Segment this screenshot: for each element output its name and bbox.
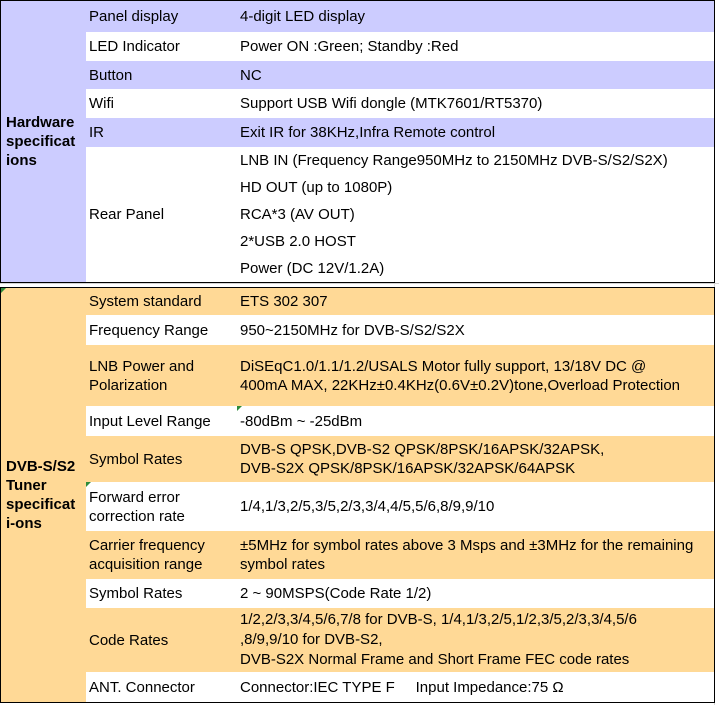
hardware-value-ir: Exit IR for 38KHz,Infra Remote control (237, 118, 715, 148)
hardware-value-wifi: Support USB Wifi dongle (MTK7601/RT5370) (237, 89, 715, 119)
tuner-label-system-standard: System standard (86, 287, 238, 316)
tuner-value-frequency-range: 950~2150MHz for DVB-S/S2/S2X (237, 315, 715, 346)
tuner-label-ant-connector: ANT. Connector (86, 672, 238, 703)
tuner-value-fec-rate: 1/4,1/3,2/5,3/5,2/3,3/4,4/5,5/6,8/9,9/10 (237, 482, 715, 532)
rear-panel-value: Power (DC 12V/1.2A) (237, 255, 715, 283)
rear-panel-value: LNB IN (Frequency Range950MHz to 2150MHz DVB-S/S2/S2X) (237, 147, 715, 175)
tuner-value-ant-connector: Connector:IEC TYPE F Input Impedance:75 Ω (237, 672, 715, 703)
hardware-label-wifi: Wifi (86, 89, 238, 119)
hardware-label-led-indicator: LED Indicator (86, 32, 238, 62)
hardware-section-title: Hardware specificat ions (0, 0, 87, 283)
hardware-label-ir: IR (86, 118, 238, 148)
hardware-label-rear-panel: Rear Panel (86, 147, 238, 283)
hardware-value-button: NC (237, 61, 715, 90)
tuner-value-lnb-power: DiSEqC1.0/1.1/1.2/USALS Motor fully support, 13/18V DC @ 400mA MAX, 22KHz±0.4KHz(0.6V±0.2V)tone,Overload Protection (237, 345, 715, 407)
tuner-value-carrier-acquisition: ±5MHz for symbol rates above 3 Msps and ±3MHz for the remaining symbol rates (237, 531, 715, 580)
tuner-value-symbol-rates-2: 2 ~ 90MSPS(Code Rate 1/2) (237, 579, 715, 609)
tuner-value-symbol-rates: DVB-S QPSK,DVB-S2 QPSK/8PSK/16APSK/32APSK, DVB-S2X QPSK/8PSK/16APSK/32APSK/64APSK (237, 436, 715, 483)
tuner-label-symbol-rates: Symbol Rates (86, 436, 238, 483)
tuner-label-code-rates: Code Rates (86, 608, 238, 673)
rear-panel-value: HD OUT (up to 1080P) (237, 174, 715, 202)
tuner-label-symbol-rates-2: Symbol Rates (86, 579, 238, 609)
tuner-label-lnb-power: LNB Power and Polarization (86, 345, 238, 407)
tuner-value-code-rates: 1/2,2/3,3/4,5/6,7/8 for DVB-S, 1/4,1/3,2/5,1/2,3/5,2/3,3/4,5/6 ,8/9,9/10 for DVB-S2, DVB-S2X Normal Frame and Short Frame FEC code rates (237, 608, 715, 673)
tuner-section-title: DVB-S/S2 Tuner specificat i-ons (0, 287, 87, 703)
tuner-label-carrier-acquisition: Carrier frequency acquisition range (86, 531, 238, 580)
rear-panel-value: 2*USB 2.0 HOST (237, 228, 715, 256)
rear-panel-value: RCA*3 (AV OUT) (237, 201, 715, 229)
tuner-label-input-level-range: Input Level Range (86, 406, 238, 437)
tuner-label-fec-rate: Forward error correction rate (86, 482, 238, 532)
gridline (0, 283, 719, 284)
tuner-value-system-standard: ETS 302 307 (237, 287, 715, 316)
hardware-value-led-indicator: Power ON :Green; Standby :Red (237, 32, 715, 62)
tuner-value-input-level-range: -80dBm ~ -25dBm (237, 406, 715, 437)
hardware-value-panel-display: 4-digit LED display (237, 0, 715, 33)
hardware-label-panel-display: Panel display (86, 0, 238, 33)
hardware-label-button: Button (86, 61, 238, 90)
tuner-label-frequency-range: Frequency Range (86, 315, 238, 346)
